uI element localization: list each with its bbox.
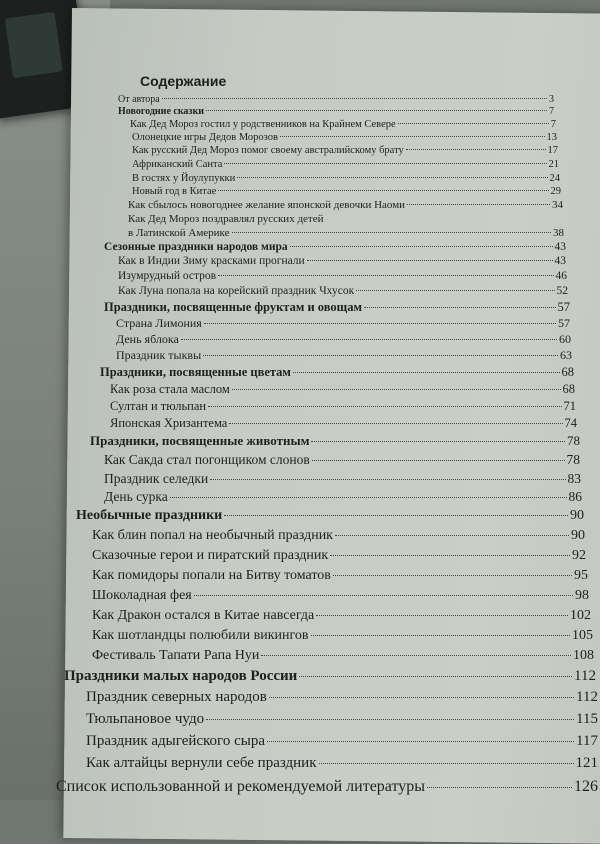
toc-entry-label: Праздники малых народов России — [64, 668, 298, 684]
toc-entry-label: Праздник тыквы — [116, 348, 202, 362]
toc-entry-label: День яблока — [116, 332, 179, 346]
toc-entry-label: Шоколадная фея — [92, 588, 192, 603]
toc-entry-label: Новый год в Китае — [132, 185, 217, 197]
toc-leader-dots — [307, 260, 553, 261]
toc-leader-dots — [162, 98, 547, 99]
toc-entry — [132, 173, 560, 184]
toc-entry-label: Список использованной и рекомендуемой литературы — [56, 778, 426, 795]
toc-entry-label: Праздники, посвященные цветам — [100, 364, 291, 379]
toc-leader-dots — [293, 372, 560, 373]
page-title: Содержание — [140, 73, 227, 89]
toc-leader-dots — [218, 190, 548, 191]
toc-entry-label: Как алтайцы вернули себе праздник — [86, 755, 317, 771]
toc-entry-page: 108 — [573, 648, 594, 663]
toc-entry-label: Как Луна попала на корейский праздник Чхусок — [118, 284, 355, 297]
toc-entry-label: От автора — [118, 94, 160, 105]
toc-leader-dots — [311, 635, 571, 636]
toc-entry-page: 92 — [572, 548, 586, 563]
toc-entry-label: Как сбылось новогоднее желание японской девочки Наоми — [128, 199, 406, 211]
toc-entry — [100, 365, 574, 380]
toc-leader-dots — [316, 615, 568, 616]
toc-entry-page: 112 — [576, 689, 598, 705]
toc-entry-label: Как Сакда стал погонщиком слонов — [104, 451, 310, 467]
toc-entry-label: Как блин попал на необычный праздник — [92, 528, 333, 543]
toc-entry — [92, 548, 586, 564]
toc-entry-page: 63 — [560, 348, 572, 362]
toc-entry — [92, 628, 593, 644]
toc-leader-dots — [194, 595, 573, 596]
toc-entry-label: Как Дракон остался в Китае навсегда — [92, 608, 315, 623]
toc-entry-label: В гостях у Йоулупукки — [132, 172, 236, 184]
toc-entry-page: 126 — [574, 778, 598, 795]
toc-leader-dots — [406, 149, 546, 150]
toc-entry-label: Тюльпановое чудо — [86, 711, 205, 727]
toc-entry-page: 121 — [575, 755, 598, 771]
toc-entry — [86, 733, 598, 750]
toc-entry-label: Праздник адыгейского сыра — [86, 733, 265, 749]
toc-entry-page: 68 — [561, 364, 574, 379]
toc-entry — [110, 416, 577, 431]
toc-entry-label: Праздники, посвященные животным — [90, 433, 310, 448]
toc-leader-dots — [206, 110, 547, 111]
toc-entry-label: Фестиваль Тапати Рапа Нуи — [92, 648, 260, 663]
toc-entry — [132, 145, 558, 156]
toc-entry-label: Как Дед Мороз гостил у родственников на Крайнем Севере — [130, 118, 396, 130]
toc-entry-page: 98 — [575, 588, 589, 603]
toc-entry — [104, 300, 570, 315]
toc-entry — [116, 316, 570, 331]
toc-entry — [130, 119, 556, 130]
toc-entry-page: 86 — [568, 488, 582, 504]
toc-leader-dots — [299, 676, 572, 677]
toc-entry — [104, 489, 582, 505]
toc-entry-label: Праздники, посвященные фруктам и овощам — [104, 299, 362, 314]
toc-entry-label: Сезонные праздники народов мира — [104, 240, 288, 253]
toc-entry — [132, 186, 561, 197]
toc-entry-page: 46 — [555, 269, 567, 282]
toc-entry-page: 90 — [570, 508, 584, 523]
toc-leader-dots — [280, 136, 545, 137]
toc-leader-dots — [356, 290, 554, 291]
toc-entry — [64, 668, 596, 685]
toc-entry — [104, 471, 581, 487]
toc-entry — [118, 270, 567, 282]
toc-entry — [110, 382, 575, 397]
toc-entry — [118, 285, 568, 297]
toc-leader-dots — [312, 460, 565, 461]
toc-leader-dots — [224, 163, 546, 164]
toc-entry-page: 3 — [549, 94, 554, 105]
toc-entry-page: 29 — [550, 185, 561, 197]
toc-leader-dots — [224, 515, 568, 516]
toc-entry-label: Сказочные герои и пиратский праздник — [92, 548, 329, 563]
toc-leader-dots — [330, 555, 570, 556]
toc-entry-page: 17 — [547, 144, 558, 156]
toc-leader-dots — [208, 406, 561, 407]
toc-leader-dots — [232, 389, 561, 390]
toc-entry-page: 102 — [570, 608, 591, 623]
toc-leader-dots — [407, 204, 550, 205]
toc-entry-label: Необычные праздники — [76, 508, 223, 523]
toc-entry-label: Страна Лимония — [116, 316, 202, 330]
toc-entry — [90, 433, 580, 449]
toc-entry — [128, 199, 563, 211]
toc-entry-page: 7 — [550, 118, 556, 130]
toc-leader-dots — [210, 479, 565, 480]
toc-entry — [86, 711, 598, 728]
toc-entry-label: Как помидоры попали на Битву томатов — [92, 568, 331, 583]
toc-entry-page: 43 — [554, 240, 566, 253]
toc-leader-dots — [398, 123, 549, 124]
toc-entry — [92, 588, 589, 604]
toc-leader-dots — [261, 655, 571, 656]
toc-leader-dots — [204, 323, 556, 324]
toc-entry-label: Африканский Санта — [132, 158, 223, 170]
toc-entry-page: 7 — [549, 106, 554, 117]
toc-entry-page: 115 — [576, 711, 598, 727]
toc-entry — [118, 106, 554, 117]
toc-entry — [92, 608, 591, 624]
toc-entry — [128, 227, 564, 239]
toc-entry-page: 24 — [549, 172, 560, 184]
toc-entry-page: 117 — [576, 733, 598, 749]
toc-entry-label: Японская Хризантема — [110, 415, 228, 430]
toc-entry-page: 21 — [548, 158, 559, 170]
toc-leader-dots — [232, 232, 551, 233]
toc-entry-page: 57 — [558, 316, 570, 330]
toc-leader-dots — [333, 575, 572, 576]
toc-entry — [118, 94, 554, 105]
toc-leader-dots — [290, 246, 553, 247]
toc-entry — [116, 332, 571, 347]
toc-entry — [128, 213, 324, 225]
toc-entry-page: 68 — [562, 381, 575, 396]
toc-entry-page: 78 — [566, 451, 580, 467]
toc-entry — [92, 648, 594, 664]
toc-entry-page: 71 — [563, 398, 576, 413]
toc-leader-dots — [427, 787, 572, 788]
toc-entry-label: Султан и тюльпан — [110, 398, 207, 413]
toc-entry — [86, 689, 598, 706]
toc-entry-page: 13 — [546, 131, 557, 143]
toc-entry-page: 78 — [567, 433, 580, 448]
toc-entry-page: 90 — [571, 528, 585, 543]
toc-leader-dots — [364, 307, 556, 308]
toc-entry-label: Как в Индии Зиму красками прогнали — [118, 254, 305, 267]
toc-entry-label: Изумрудный остров — [118, 269, 217, 282]
toc-entry-page: 112 — [574, 668, 596, 684]
toc-entry — [92, 568, 588, 584]
toc-entry — [110, 399, 576, 414]
toc-entry-label: Праздник северных народов — [86, 689, 267, 705]
toc-entry — [56, 778, 598, 796]
toc-entry — [104, 452, 580, 468]
toc-entry-label: в Латинской Америке — [128, 227, 230, 239]
toc-entry-page: 83 — [567, 470, 581, 486]
toc-entry — [118, 255, 566, 267]
toc-leader-dots — [319, 763, 574, 764]
toc-leader-dots — [170, 497, 567, 498]
toc-entry — [104, 241, 566, 253]
toc-entry — [76, 508, 584, 524]
toc-entry-label: Новогодние сказки — [118, 106, 204, 117]
toc-leader-dots — [229, 423, 562, 424]
toc-entry-page: 57 — [557, 299, 570, 314]
toc-leader-dots — [267, 741, 574, 742]
toc-entry-page: 43 — [554, 254, 566, 267]
toc-entry-page: 34 — [552, 199, 563, 211]
toc-entry-label: Праздник селедки — [104, 470, 209, 486]
toc-entry-page: 95 — [574, 568, 588, 583]
toc-leader-dots — [269, 697, 574, 698]
toc-entry — [132, 132, 557, 143]
toc-entry — [86, 755, 598, 772]
toc-leader-dots — [203, 355, 558, 356]
toc-entry-page: 74 — [564, 415, 577, 430]
toc-entry — [132, 159, 559, 170]
toc-leader-dots — [206, 719, 574, 720]
toc-entry — [92, 528, 585, 544]
toc-leader-dots — [181, 339, 557, 340]
toc-entry — [116, 348, 572, 363]
toc-leader-dots — [218, 275, 553, 276]
toc-leader-dots — [311, 441, 565, 442]
toc-entry-label: Олонецкие игры Дедов Морозов — [132, 131, 278, 143]
toc-entry-label: Как русский Дед Мороз помог своему австралийскому брату — [132, 144, 404, 156]
toc-leader-dots — [335, 535, 569, 536]
toc-entry-label: Как шотландцы полюбили викингов — [92, 628, 309, 643]
toc-entry-label: День сурка — [104, 488, 168, 504]
toc-entry-label: Как Дед Мороз поздравлял русских детей — [128, 213, 324, 225]
toc-entry-page: 52 — [556, 284, 568, 297]
toc-entry-page: 105 — [572, 628, 593, 643]
toc-entry-page: 60 — [559, 332, 571, 346]
toc-entry-page: 38 — [553, 227, 564, 239]
toc-entry-label: Как роза стала маслом — [110, 381, 230, 396]
toc-leader-dots — [237, 177, 547, 178]
